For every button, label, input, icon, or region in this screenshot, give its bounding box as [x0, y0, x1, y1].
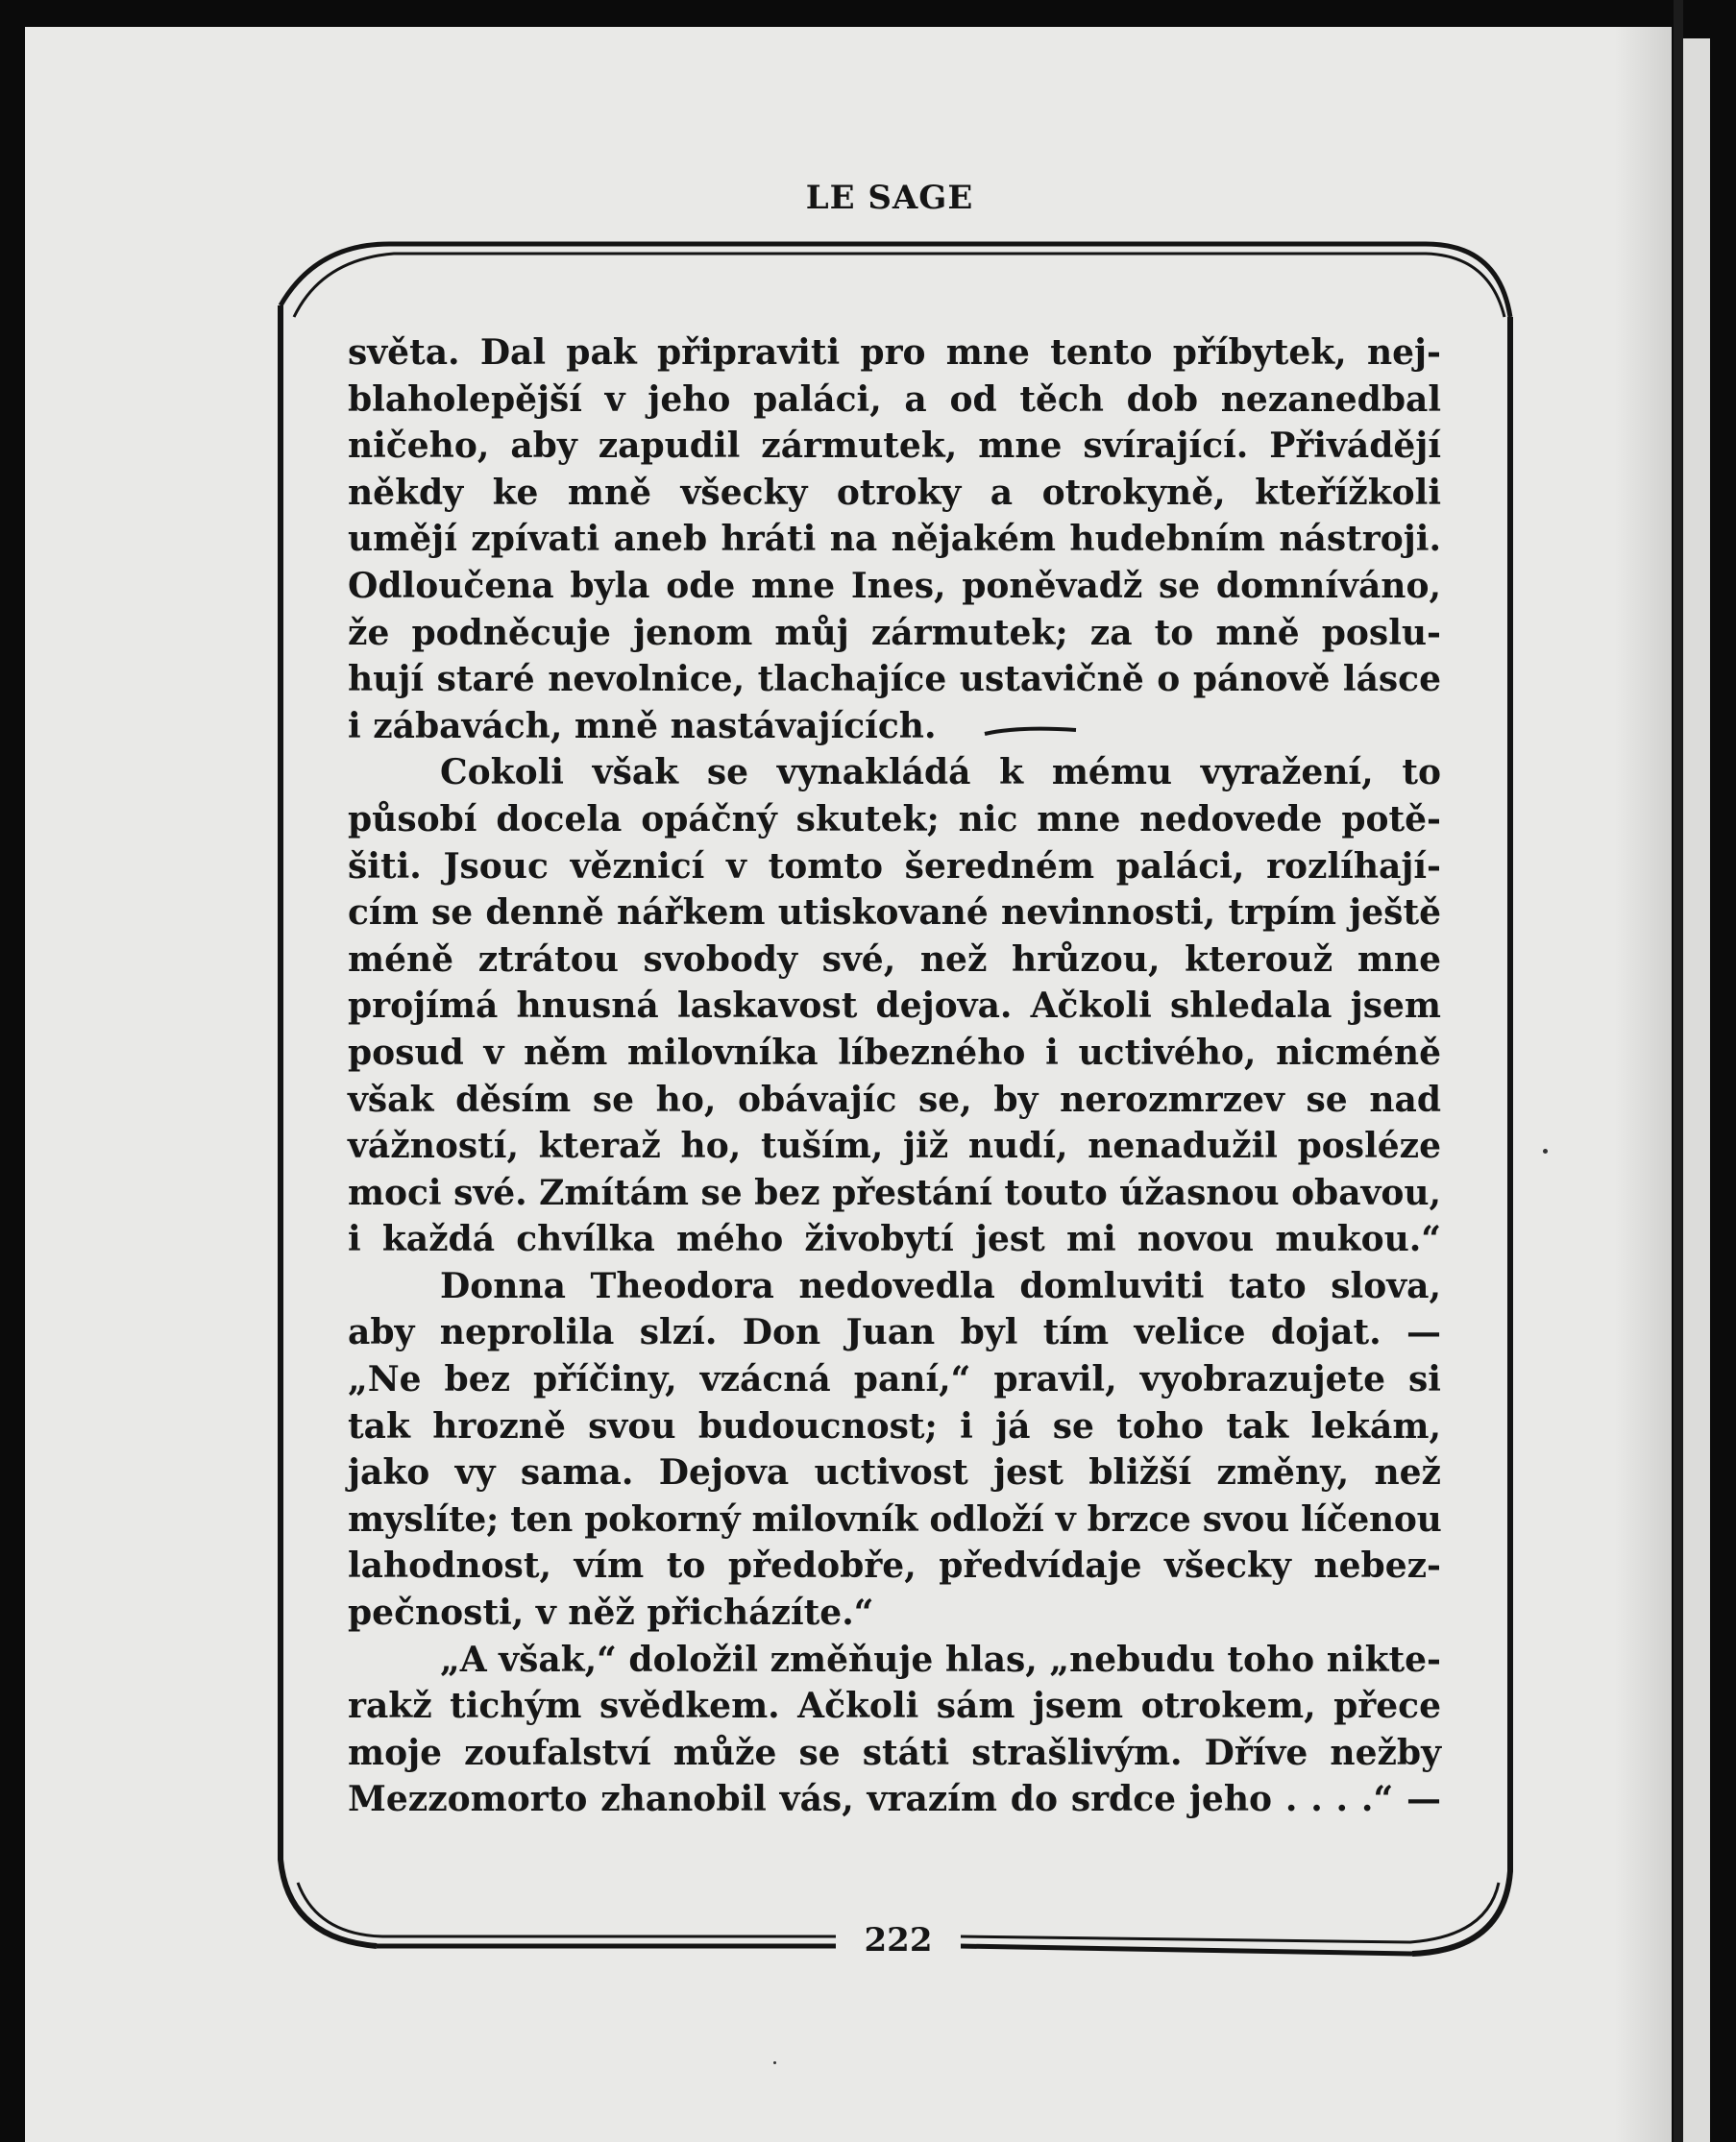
text-line: myslíte; ten pokorný milovník odloží v brzce svou líčenou [348, 1498, 1442, 1540]
text-line: pečnosti, v něž přicházíte.“ [348, 1593, 874, 1634]
text-line: že podněcuje jenom můj zármutek; za to mně poslu- [348, 612, 1441, 653]
frame-bottom-outer-right [959, 1946, 1412, 1954]
text-line: ničeho, aby zapudil zármutek, mne svírající. Přivádějí [348, 426, 1441, 467]
text-line: rakž tichým svědkem. Ačkoli sám jsem otrokem, přece [348, 1686, 1441, 1727]
dust-speck [773, 2061, 776, 2064]
text-line: méně ztrátou svobody své, než hrůzou, kterouž mne [348, 938, 1441, 980]
frame-top-inner [294, 254, 1504, 317]
text-line: moje zoufalství může se státi strašlivým. Dříve nežby [348, 1732, 1441, 1773]
text-line: i zábavách, mně nastávajících. [348, 705, 937, 746]
text-line: vážností, kteraž ho, tuším, již nudí, nenadužil posléze [348, 1126, 1441, 1167]
text-line: hují staré nevolnice, tlachajíce ustavičně o pánově lásce [348, 659, 1441, 700]
text-line: blaholepější v jeho paláci, a od těch dob nezanedbal [348, 378, 1441, 420]
text-line: Cokoli však se vynakládá k mému vyražení, to [440, 752, 1441, 793]
text-line: působí docela opáčný skutek; nic mne nedovede potě- [348, 798, 1441, 840]
text-line: jako vy sama. Dejova uctivost jest bližší změny, než [348, 1452, 1441, 1494]
text-line: Odloučena byla ode mne Ines, poněvadž se domníváno, [348, 565, 1441, 606]
text-line: někdy ke mně všecky otroky a otrokyně, kteřížkoli [348, 472, 1441, 513]
text-line: světa. Dal pak připraviti pro mne tento příbytek, nej- [348, 332, 1441, 373]
text-line: tak hrozně svou budoucnost; i já se toho tak lekám, [348, 1405, 1441, 1447]
text-line: „Ne bez příčiny, vzácná paní,“ pravil, vyobrazujete si [348, 1359, 1441, 1400]
frame-bottom-inner [298, 1883, 845, 1936]
text-line: Donna Theodora nedovedla domluviti tato slova, [440, 1265, 1441, 1306]
text-line: však děsím se ho, obávajíc se, by nerozmrzev se nad [348, 1079, 1441, 1120]
text-line: i každá chvílka mého živobytí jest mi novou mukou.“ [348, 1219, 1441, 1260]
frame-bottom-inner-right [959, 1883, 1499, 1942]
body-text [348, 329, 1441, 1823]
text-line: šiti. Jsouc věznicí v tomto šeredném paláci, rozlíhají- [348, 845, 1441, 887]
text-line: projímá hnusná laskavost dejova. Ačkoli shledala jsem [348, 986, 1441, 1027]
text-line: umějí zpívati aneb hráti na nějakém hudebním nástroji. [348, 519, 1441, 560]
text-line: lahodnost, vím to předobře, předvídaje všecky nebez- [348, 1546, 1441, 1587]
text-line: Mezzomorto zhanobil vás, vrazím do srdce jeho . . . .“ — [348, 1779, 1441, 1820]
page-number: 222 [836, 1921, 961, 1959]
dust-speck [1543, 1149, 1548, 1154]
text-line: moci své. Zmítám se bez přestání touto úžasnou obavou, [348, 1172, 1441, 1213]
text-line: posud v něm milovníka líbezného i uctivého, nicméně [348, 1032, 1441, 1073]
running-title: LE SAGE [805, 179, 974, 217]
text-line: cím se denně nářkem utiskované nevinnosti, trpím ještě [348, 892, 1441, 934]
text-line: aby neprolila slzí. Don Juan byl tím velice dojat. — [348, 1312, 1441, 1353]
text-line: „A však,“ doložil změňuje hlas, „nebudu toho nikte- [440, 1639, 1441, 1680]
